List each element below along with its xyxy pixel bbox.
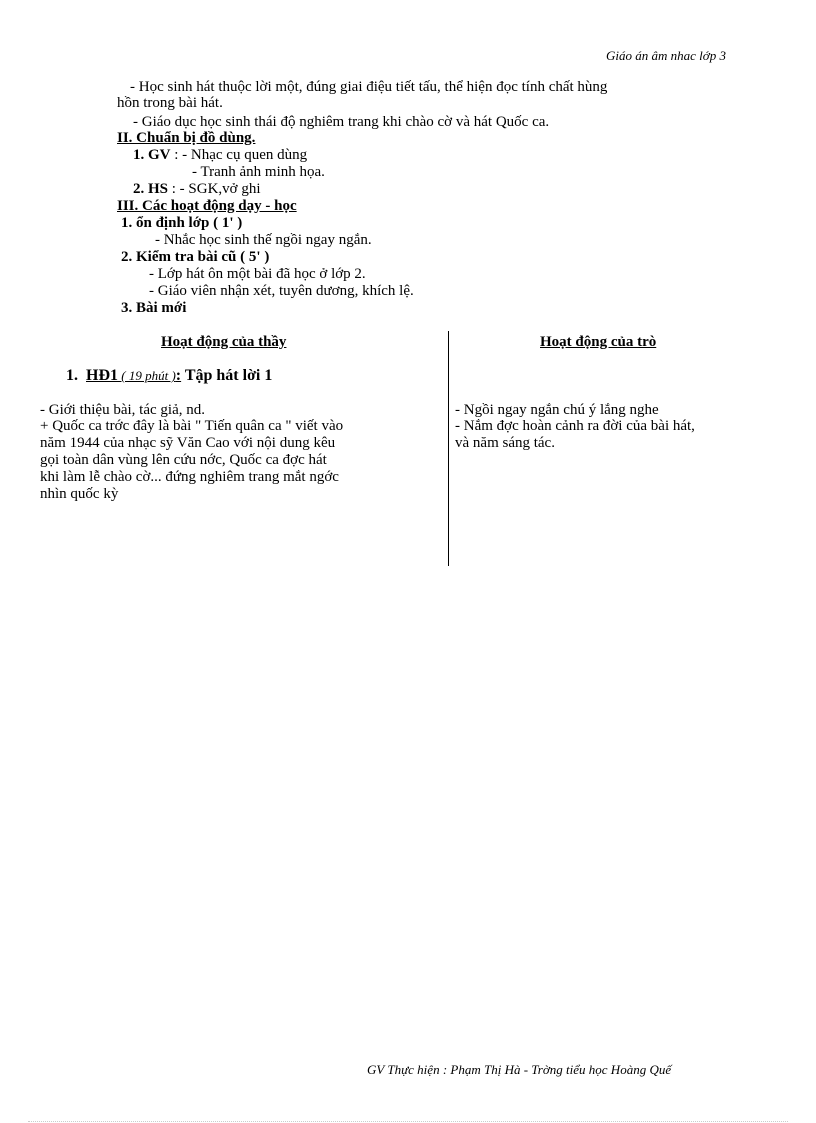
hs-label: 2. HS: [133, 181, 169, 197]
gv-line: [133, 147, 307, 163]
gv-text: : - Nhạc cụ quen dùng: [170, 147, 308, 163]
right-line-2: - Nắm đợc hoàn cảnh ra đời của bài hát,: [455, 418, 695, 434]
left-line-6: nhìn quốc kỳ: [40, 486, 119, 502]
table-left-header: Hoạt động của thầy: [161, 334, 287, 350]
page-footer: GV Thực hiện : Phạm Thị Hà - Trờng tiểu học Hoàng Quế: [367, 1062, 672, 1077]
activity-heading: [66, 368, 272, 384]
hs-line: [133, 181, 261, 197]
table-divider: [448, 331, 449, 566]
activity-time: ( 19 phút ): [118, 368, 176, 383]
item-2-label: 2. Kiểm tra bài cũ ( 5' ): [121, 249, 270, 265]
item-2-text-2: - Giáo viên nhận xét, tuyên dương, khích lệ.: [149, 283, 414, 299]
left-line-4: gọi toàn dân vùng lên cứu nớc, Quốc ca đợc hát: [40, 452, 327, 468]
item-1-text: - Nhắc học sinh thế ngồi ngay ngắn.: [155, 232, 372, 248]
gv-label: 1. GV: [133, 147, 171, 163]
left-line-1: - Giới thiệu bài, tác giả, nd.: [40, 402, 205, 418]
activity-colon: :: [175, 367, 182, 384]
left-line-5: khi làm lễ chào cờ... đứng nghiêm trang mắt ngớc: [40, 469, 339, 485]
intro-line-2: hồn trong bài hát.: [117, 95, 223, 111]
item-2-text-1: - Lớp hát ôn một bài đã học ở lớp 2.: [149, 266, 366, 282]
right-line-3: và năm sáng tác.: [455, 435, 555, 451]
page-header: Giáo án âm nhac lớp 3: [606, 48, 726, 63]
section-3-title: III. Các hoạt động dạy - học: [117, 198, 297, 214]
left-line-3: năm 1944 của nhạc sỹ Văn Cao với nội dung kêu: [40, 435, 336, 451]
right-line-1: - Ngồi ngay ngắn chú ý lắng nghe: [455, 402, 659, 418]
activity-title: Tập hát lời 1: [181, 367, 273, 384]
activity-number: 1.: [66, 367, 78, 384]
page-bottom-divider: [28, 1121, 788, 1122]
item-1-label: 1. ổn định lớp ( 1' ): [121, 215, 243, 231]
activity-code: HĐ1: [86, 367, 118, 384]
intro-line-3: - Giáo dục học sinh thái độ nghiêm trang khi chào cờ và hát Quốc ca.: [133, 114, 550, 130]
table-right-header: Hoạt động của trò: [540, 334, 657, 350]
gv-line-2: - Tranh ảnh minh họa.: [192, 164, 325, 180]
item-3-label: 3. Bài mới: [121, 300, 187, 316]
intro-line-1: - Học sinh hát thuộc lời một, đúng giai điệu tiết tấu, thể hiện đọc tính chất hùng: [130, 79, 608, 95]
section-2-title: II. Chuẩn bị đồ dùng.: [117, 130, 256, 146]
hs-text: : - SGK,vở ghi: [168, 181, 261, 197]
left-line-2: + Quốc ca trớc đây là bài " Tiến quân ca " viết vào: [40, 418, 344, 434]
